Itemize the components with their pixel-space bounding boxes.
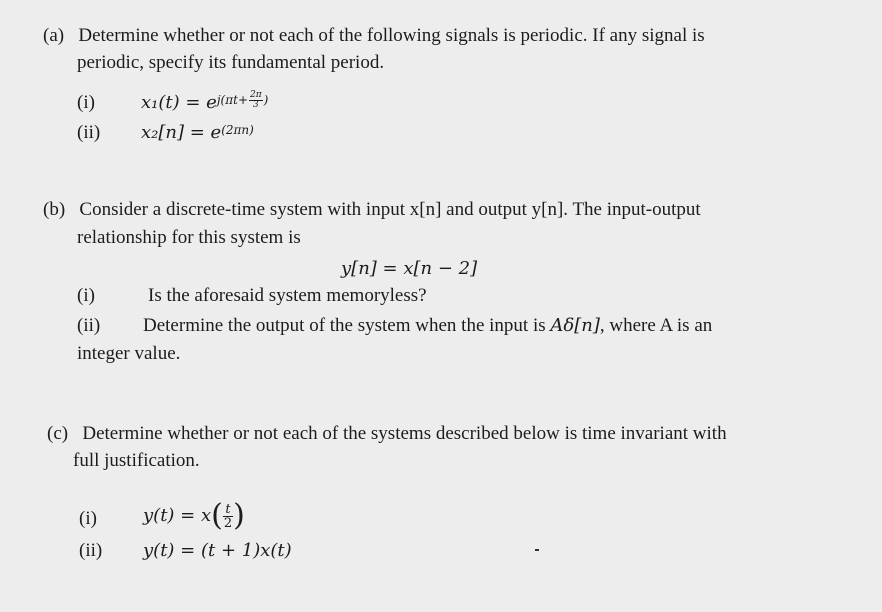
part-b-item-2-text: Determine the output of the system when the input is Aδ[n], where A is an bbox=[143, 315, 713, 336]
part-a-item-1-exponent: j(πt+ 2π 3 ) bbox=[216, 90, 269, 110]
part-c-item-1-num: (i) bbox=[79, 508, 97, 529]
part-c-item-1-fraction: $\frac{t}{2}$ bbox=[223, 501, 233, 531]
part-a-item-2-num: (ii) bbox=[77, 122, 101, 143]
part-a-item-1-lhs: x₁(t) = e bbox=[141, 92, 217, 113]
part-b-equation: y[n] = x[n − 2] bbox=[341, 258, 478, 279]
part-c-text-2: full justification. bbox=[73, 450, 200, 471]
part-a-item-1-equation bbox=[141, 92, 268, 115]
part-b-item-1-num: (i) bbox=[77, 285, 95, 306]
part-c-item-1-lhs: y(t) = x bbox=[143, 505, 212, 526]
part-c-text-1: Determine whether or not each of the systems described below is time invariant with bbox=[82, 423, 727, 444]
part-b-text-last: integer value. bbox=[77, 343, 181, 364]
part-b-item-2-math: Aδ[n] bbox=[550, 315, 600, 336]
part-a-item-2-equation bbox=[141, 122, 254, 145]
part-a-item-1-num: (i) bbox=[77, 92, 95, 113]
part-a-text-1: Determine whether or not each of the following signals is periodic. If any signal is bbox=[78, 25, 705, 46]
part-c-item-1-equation: y(t) = x( $\frac{t}{2}$ ) bbox=[143, 498, 245, 533]
part-b-label: (b) bbox=[43, 199, 66, 220]
part-a-text-2: periodic, specify its fundamental period. bbox=[77, 52, 385, 73]
part-b-item-1-text: Is the aforesaid system memoryless? bbox=[148, 285, 427, 306]
part-a-label: (a) bbox=[43, 25, 65, 46]
part-c-line-1 bbox=[47, 423, 727, 445]
stray-mark bbox=[535, 549, 539, 551]
part-c-item-2-equation: y(t) = (t + 1)x(t) bbox=[143, 540, 292, 561]
part-b-text-1: Consider a discrete-time system with input x[n] and output y[n]. The input-output bbox=[79, 199, 701, 220]
part-a-item-2-exponent: (2πn) bbox=[221, 123, 254, 137]
part-b-line-1 bbox=[43, 199, 701, 221]
part-b-item-2-num: (ii) bbox=[77, 315, 101, 336]
part-b-text-2: relationship for this system is bbox=[77, 227, 301, 248]
part-a-item-2-lhs: x₂[n] = e bbox=[141, 122, 222, 143]
part-c-item-2-num: (ii) bbox=[79, 540, 103, 561]
part-a-item-1-fraction: $\frac{2\pi}{3}$ bbox=[250, 90, 262, 110]
part-c-label: (c) bbox=[47, 423, 69, 444]
part-a-line-1 bbox=[43, 25, 705, 47]
